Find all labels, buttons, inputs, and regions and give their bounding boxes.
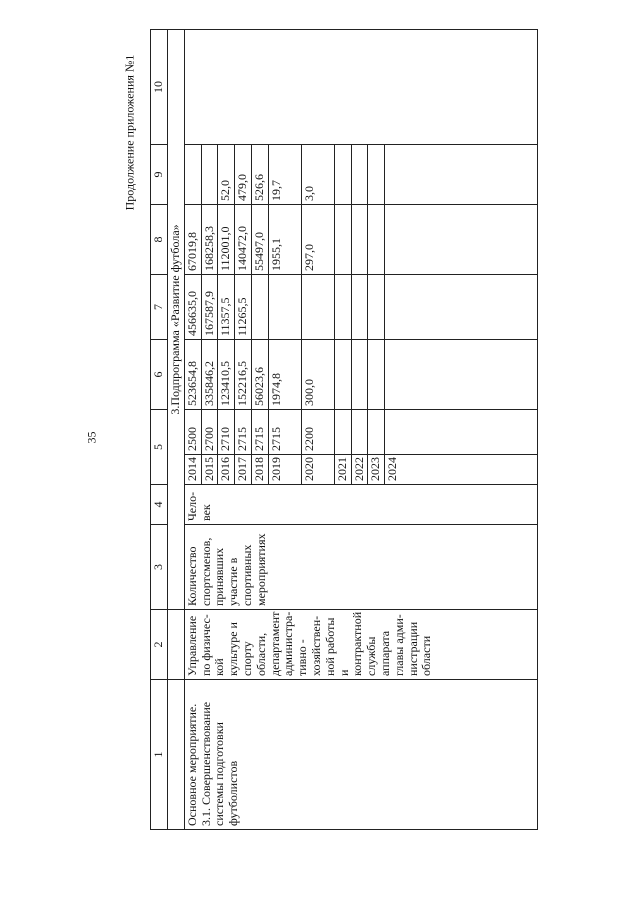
- row-year: 2019: [268, 455, 301, 485]
- row-c6: 300,0: [301, 340, 334, 410]
- row-year: 2016: [218, 455, 235, 485]
- subprogram-empty-left: [168, 680, 185, 830]
- row-c7: 11265,5: [235, 275, 252, 340]
- row-c8: 112001,0: [218, 205, 235, 275]
- row-value: 2500: [184, 410, 201, 455]
- row-c9: 19,7: [268, 145, 301, 205]
- row-c6: 56023,6: [251, 340, 268, 410]
- row-c6: [334, 340, 351, 410]
- header-col-7: 7: [151, 275, 168, 340]
- header-col-3: 3: [151, 525, 168, 610]
- row-c7: [301, 275, 334, 340]
- row-value: [334, 410, 351, 455]
- header-col-10: 10: [151, 30, 168, 145]
- appendix-caption: Продолжение приложения №1: [122, 54, 137, 211]
- row-year: 2020: [301, 455, 334, 485]
- header-col-9: 9: [151, 145, 168, 205]
- measure-name: Основное мероприятие. 3.1. Совершенствование системы подготовки футболистов: [184, 680, 537, 830]
- subprogram-empty-left-2: [168, 610, 185, 680]
- row-value: 2710: [218, 410, 235, 455]
- row-c9: [368, 145, 385, 205]
- row-year: 2015: [201, 455, 218, 485]
- header-col-8: 8: [151, 205, 168, 275]
- row-c8: 297,0: [301, 205, 334, 275]
- row-year: 2017: [235, 455, 252, 485]
- header-col-2: 2: [151, 610, 168, 680]
- row-c7: [368, 275, 385, 340]
- row-c8: [334, 205, 351, 275]
- row-c9: [201, 145, 218, 205]
- row-value: 2715: [235, 410, 252, 455]
- row-c6: 1974,8: [268, 340, 301, 410]
- row-value: 2715: [251, 410, 268, 455]
- subprogram-title: 3.Подпрограмма «Развитие футбола»: [168, 30, 185, 610]
- row-c7: [351, 275, 368, 340]
- row-value: 2200: [301, 410, 334, 455]
- row-year: 2022: [351, 455, 368, 485]
- row-c9: [385, 145, 538, 205]
- row-year: 2021: [334, 455, 351, 485]
- header-col-5: 5: [151, 410, 168, 485]
- row-c6: 123410,5: [218, 340, 235, 410]
- row-c8: 140472,0: [235, 205, 252, 275]
- row-c8: 168258,3: [201, 205, 218, 275]
- row-c6: 152216,5: [235, 340, 252, 410]
- row-value: [368, 410, 385, 455]
- row-c6: [351, 340, 368, 410]
- page-number: 35: [84, 431, 99, 444]
- row-c7: [334, 275, 351, 340]
- row-c8: 67019,8: [184, 205, 201, 275]
- subprogram-row: [168, 30, 185, 830]
- row-c9: 3,0: [301, 145, 334, 205]
- row-c8: [351, 205, 368, 275]
- row-c6: 335846,2: [201, 340, 218, 410]
- row-year: 2014: [184, 455, 201, 485]
- row-value: 2700: [201, 410, 218, 455]
- header-col-1: 1: [151, 680, 168, 830]
- header-row: [151, 30, 168, 830]
- row-value: 2715: [268, 410, 301, 455]
- measure-executor: Управление по физичес-кой культуре и спорту области, департамент администра-тивно - хозяйствен-ной работы и контрактной службы аппарата главы адми-нистрации области: [184, 610, 537, 680]
- row-c8: [385, 205, 538, 275]
- row-c7: 167587,9: [201, 275, 218, 340]
- row-c9: [351, 145, 368, 205]
- row-c7: 456635,0: [184, 275, 201, 340]
- row-c8: [368, 205, 385, 275]
- row-year: 2023: [368, 455, 385, 485]
- row-c9: 526,6: [251, 145, 268, 205]
- measure-indicator: Количество спортсменов, принявших участие в спортивных мероприятиях: [184, 525, 537, 610]
- measure-unit: Чело-век: [184, 485, 537, 525]
- row-c7: [251, 275, 268, 340]
- row-year: 2018: [251, 455, 268, 485]
- row-c10: [184, 30, 537, 145]
- row-c6: [368, 340, 385, 410]
- row-c9: [184, 145, 201, 205]
- row-year: 2024: [385, 455, 538, 485]
- header-col-4: 4: [151, 485, 168, 525]
- row-c7: [385, 275, 538, 340]
- row-c8: 1955,1: [268, 205, 301, 275]
- row-value: [385, 410, 538, 455]
- row-c9: [334, 145, 351, 205]
- row-c6: 523654,8: [184, 340, 201, 410]
- header-col-6: 6: [151, 340, 168, 410]
- table-row: [184, 30, 201, 830]
- data-table: [150, 29, 538, 830]
- row-value: [351, 410, 368, 455]
- row-c6: [385, 340, 538, 410]
- row-c7: [268, 275, 301, 340]
- row-c9: 52,0: [218, 145, 235, 205]
- rotated-table-container: [150, 30, 640, 830]
- row-c9: 479,0: [235, 145, 252, 205]
- row-c7: 11357,5: [218, 275, 235, 340]
- row-c8: 55497,0: [251, 205, 268, 275]
